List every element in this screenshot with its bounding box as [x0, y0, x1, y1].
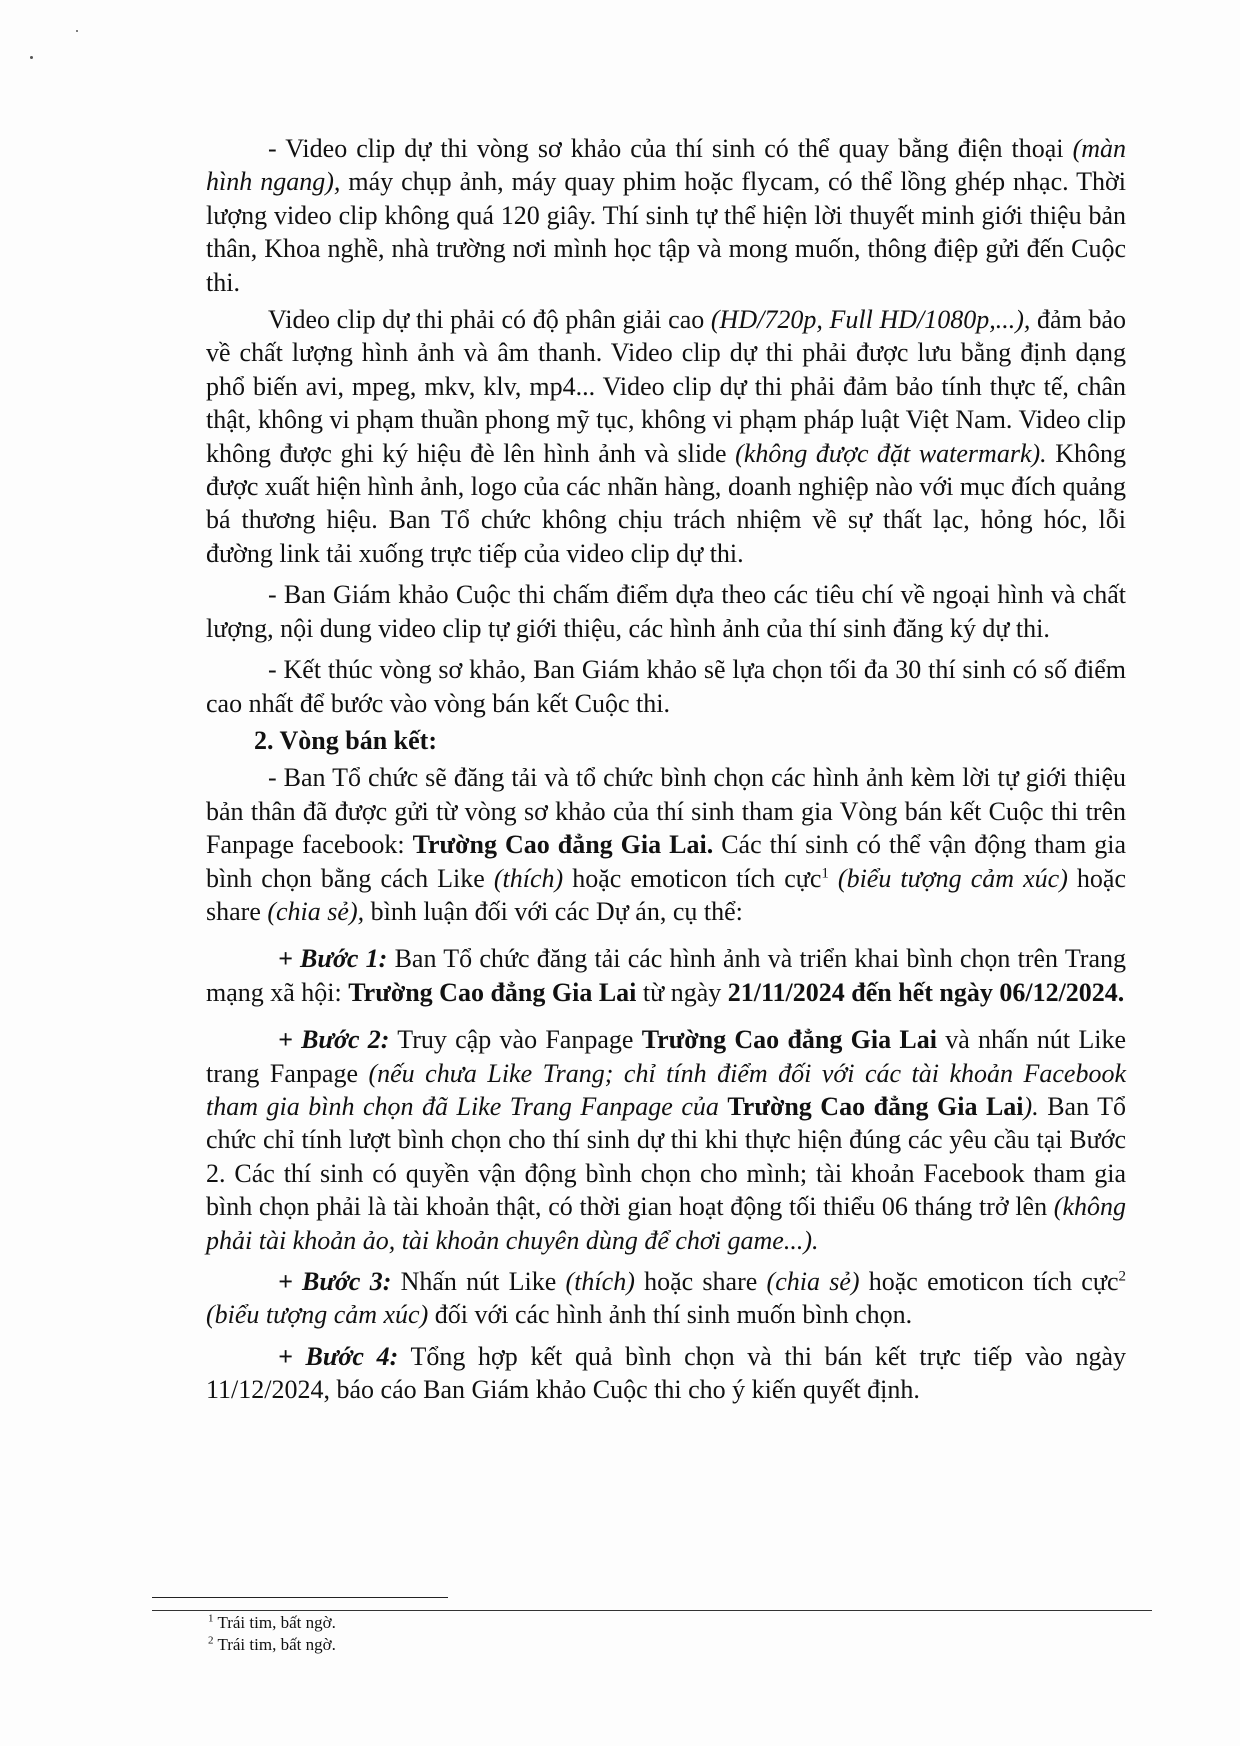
paragraph-step-1: + Bước 1: Ban Tổ chức đăng tải các hình ảnh và triển khai bình chọn trên Trang mạng xã hội: Trường Cao đẳng Gia Lai từ ngày 21/11/2024 đến hết ngày 06/12/2024. [206, 944, 1126, 1007]
paragraph-semifinal-voting: - Ban Tổ chức sẽ đăng tải và tổ chức bình chọn các hình ảnh kèm lời tự giới thiệu bản thân đã được gửi từ vòng sơ khảo của thí sinh tham gia Vòng bán kết Cuộc thi trên Fanpage facebook: Trường Cao đẳng Gia Lai. Các thí sinh có thể vận động tham gia bình chọn bằng cách Like (thích) hoặc emoticon tích cực$^1$ (biểu tượng cảm xúc) hoặc share (chia sẻ), bình luận đối với các Dự án, cụ thể: [206, 763, 1126, 926]
paragraph-step-3: + Bước 3: Nhấn nút Like (thích) hoặc share (chia sẻ) hoặc emoticon tích cực$^2$ (biểu tượng cảm xúc) đối với các hình ảnh thí sinh muốn bình chọn. [206, 1267, 1126, 1330]
paragraph-video-requirements: - Video clip dự thi vòng sơ khảo của thí sinh có thể quay bằng điện thoại (màn hình ngang), máy chụp ảnh, máy quay phim hoặc flycam, có thể lồng ghép nhạc. Thời lượng video clip không quá 120 giây. Thí sinh tự thể hiện lời thuyết minh giới thiệu bản thân, Khoa nghề, nhà trường nơi mình học tập và mong muốn, thông điệp gửi đến Cuộc thi. [206, 134, 1126, 297]
footnote-2: $^2$ Trái tim, bất ngờ. [208, 1634, 336, 1654]
footnote-divider-line [152, 1610, 1152, 1611]
footnote-1: $^1$ Trái tim, bất ngờ. [208, 1612, 336, 1632]
scan-speck [30, 56, 33, 59]
footnote-separator [152, 1597, 448, 1598]
paragraph-step-2: + Bước 2: Truy cập vào Fanpage Trường Cao đẳng Gia Lai và nhấn nút Like trang Fanpage (nếu chưa Like Trang; chỉ tính điểm đối với các tài khoản Facebook tham gia bình chọn đã Like Trang Fanpage của Trường Cao đẳng Gia Lai). Ban Tổ chức chỉ tính lượt bình chọn cho thí sinh dự thi khi thực hiện đúng các yêu cầu tại Bước 2. Các thí sinh có quyền vận động bình chọn cho mình; tài khoản Facebook tham gia bình chọn phải là tài khoản thật, có thời gian hoạt động tối thiểu 06 tháng trở lên (không phải tài khoản ảo, tài khoản chuyên dùng để chơi game...). [206, 1025, 1127, 1255]
paragraph-video-resolution: Video clip dự thi phải có độ phân giải cao (HD/720p, Full HD/1080p,...), đảm bảo về chất lượng hình ảnh và âm thanh. Video clip dự thi phải được lưu bằng định dạng phổ biến avi, mpeg, mkv, klv, mp4... Video clip dự thi phải đảm bảo tính thực tế, chân thật, không vi phạm thuần phong mỹ tục, không vi phạm pháp luật Việt Nam. Video clip không được ghi ký hiệu đè lên hình ảnh và slide (không được đặt watermark). Không được xuất hiện hình ảnh, logo của các nhãn hàng, doanh nghiệp nào với mục đích quảng bá thương hiệu. Ban Tổ chức không chịu trách nhiệm về sự thất lạc, hỏng hóc, lỗi đường link tải xuống trực tiếp của video clip dự thi. [206, 305, 1126, 568]
footnote-ref-1: 1 [821, 864, 829, 881]
paragraph-judging-criteria: - Ban Giám khảo Cuộc thi chấm điểm dựa theo các tiêu chí về ngoại hình và chất lượng, nội dung video clip tự giới thiệu, các hình ảnh của thí sinh đăng ký dự thi. [206, 580, 1126, 643]
footnotes [208, 1612, 336, 1656]
paragraph-step-4: + Bước 4: Tổng hợp kết quả bình chọn và thi bán kết trực tiếp vào ngày 11/12/2024, báo cáo Ban Giám khảo Cuộc thi cho ý kiến quyết định. [206, 1341, 1126, 1405]
footnote-ref-2: 2 [1118, 1268, 1126, 1285]
scan-speck [76, 30, 78, 32]
paragraph-preliminary-result: - Kết thúc vòng sơ khảo, Ban Giám khảo sẽ lựa chọn tối đa 30 thí sinh có số điểm cao nhất để bước vào vòng bán kết Cuộc thi. [206, 655, 1126, 718]
section-heading-semifinal: 2. Vòng bán kết: [254, 725, 438, 755]
body-text [206, 132, 1126, 1407]
